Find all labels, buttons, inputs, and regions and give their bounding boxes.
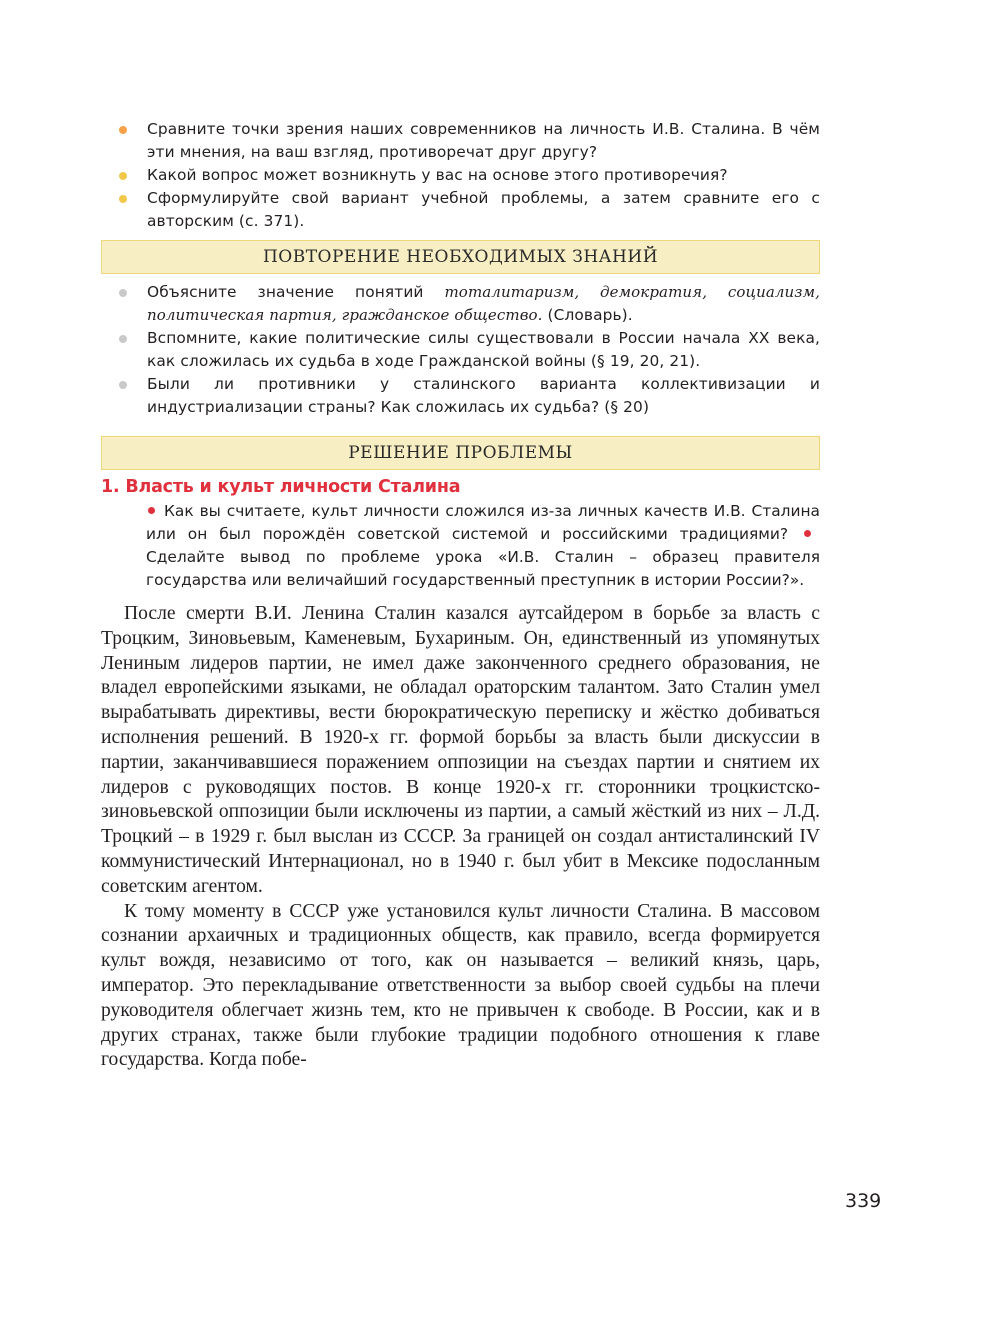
page-content	[101, 118, 820, 1073]
section-title: 1. Власть и культ личности Сталина	[101, 477, 461, 497]
yellow-bullet-icon	[119, 172, 127, 180]
orange-bullet-icon	[119, 126, 127, 134]
gray-bullet-icon	[119, 381, 127, 389]
task-block	[101, 500, 820, 592]
task-question: Как вы считаете, культ личности сложился из-за личных качеств И.В. Сталина или он был порождён советской системой и российскими традициями?	[146, 502, 820, 543]
intro-bullet-text: Какой вопрос может возникнуть у вас на основе этого противоречия?	[147, 166, 728, 184]
body-paragraph: К тому моменту в СССР уже установился культ личности Сталина. В массовом сознании архаичных и традиционных обществ, как правило, всегда формируется культ вождя, независимо от того, как он называется – великий князь, царь, император. Это перекладывание ответственности за выбор своей судьбы на плечи руководителя облегчает жизнь тем, кто не привычен к свободе. В России, как и в других странах, также были глубокие традиции подобного отношения к главе государства. Когда побе-	[101, 900, 820, 1071]
intro-bullet-item	[101, 164, 820, 187]
solution-section-header: РЕШЕНИЕ ПРОБЛЕМЫ	[101, 436, 820, 470]
intro-bullet-list	[101, 118, 820, 233]
intro-bullet-item	[101, 187, 820, 233]
review-section-header: ПОВТОРЕНИЕ НЕОБХОДИМЫХ ЗНАНИЙ	[101, 240, 820, 274]
intro-bullet-text: Сравните точки зрения наших современников на личность И.В. Сталина. В чём эти мнения, на ваш взгляд, противоречат друг другу?	[147, 120, 820, 161]
review-bullet-list	[101, 281, 820, 419]
body-text	[101, 602, 820, 1073]
gray-bullet-icon	[119, 289, 127, 297]
review-bullet-item	[101, 373, 820, 419]
intro-bullet-text: Сформулируйте свой вариант учебной проблемы, а затем сравните его с авторским (с. 371).	[147, 189, 820, 230]
gray-bullet-icon	[119, 335, 127, 343]
review-item-text: Вспомните, какие политические силы существовали в России начала XX века, как сложилась их судьба в ходе Гражданской войны (§ 19, 20, 21).	[147, 329, 820, 370]
review-item-prefix: Объясните значение понятий	[147, 283, 424, 301]
review-bullet-item	[101, 327, 820, 373]
task-conclusion: Сделайте вывод по проблеме урока «И.В. Сталин – образец правителя государства или величайший государственный преступник в истории России?».	[146, 548, 820, 589]
review-item-terms: тоталитаризм, демократия, социализм, политическая партия, гражданское общество.	[147, 283, 820, 324]
yellow-bullet-icon	[119, 195, 127, 203]
body-paragraph: После смерти В.И. Ленина Сталин казался аутсайдером в борьбе за власть с Троцким, Зиновьевым, Каменевым, Бухариным. Он, единственный из упомянутых Лениным лидеров партии, не имел даже законченного среднего образования, не владел европейскими языками, не обладал ораторским талантом. Зато Сталин умел вырабатывать директивы, вести бюрократическую переписку и жёстко добиваться исполнения решений. В 1920-х гг. формой борьбы за власть были дискуссии в партии, заканчивавшиеся поражением оппозиции на съездах партии и снятием их лидеров с руководящих постов. В конце 1920-х гг. сторонники троцкистско-зиновьевской оппозиции были исключены из партии, а самый жёсткий из них – Л.Д. Троцкий – в 1929 г. был выслан из СССР. За границей он создал антисталинский IV коммунистический Интернационал, но в 1940 г. был убит в Мексике подосланным советским агентом.	[101, 603, 820, 897]
red-bullet-icon	[804, 530, 811, 537]
red-bullet-icon	[148, 507, 155, 514]
intro-bullet-item	[101, 118, 820, 164]
review-item-text: Были ли противники у сталинского варианта коллективизации и индустриализации страны? Как сложилась их судьба? (§ 20)	[147, 375, 820, 416]
review-item-suffix: (Словарь).	[547, 306, 633, 324]
page-number: 339	[845, 1190, 882, 1212]
review-bullet-item	[101, 281, 820, 327]
